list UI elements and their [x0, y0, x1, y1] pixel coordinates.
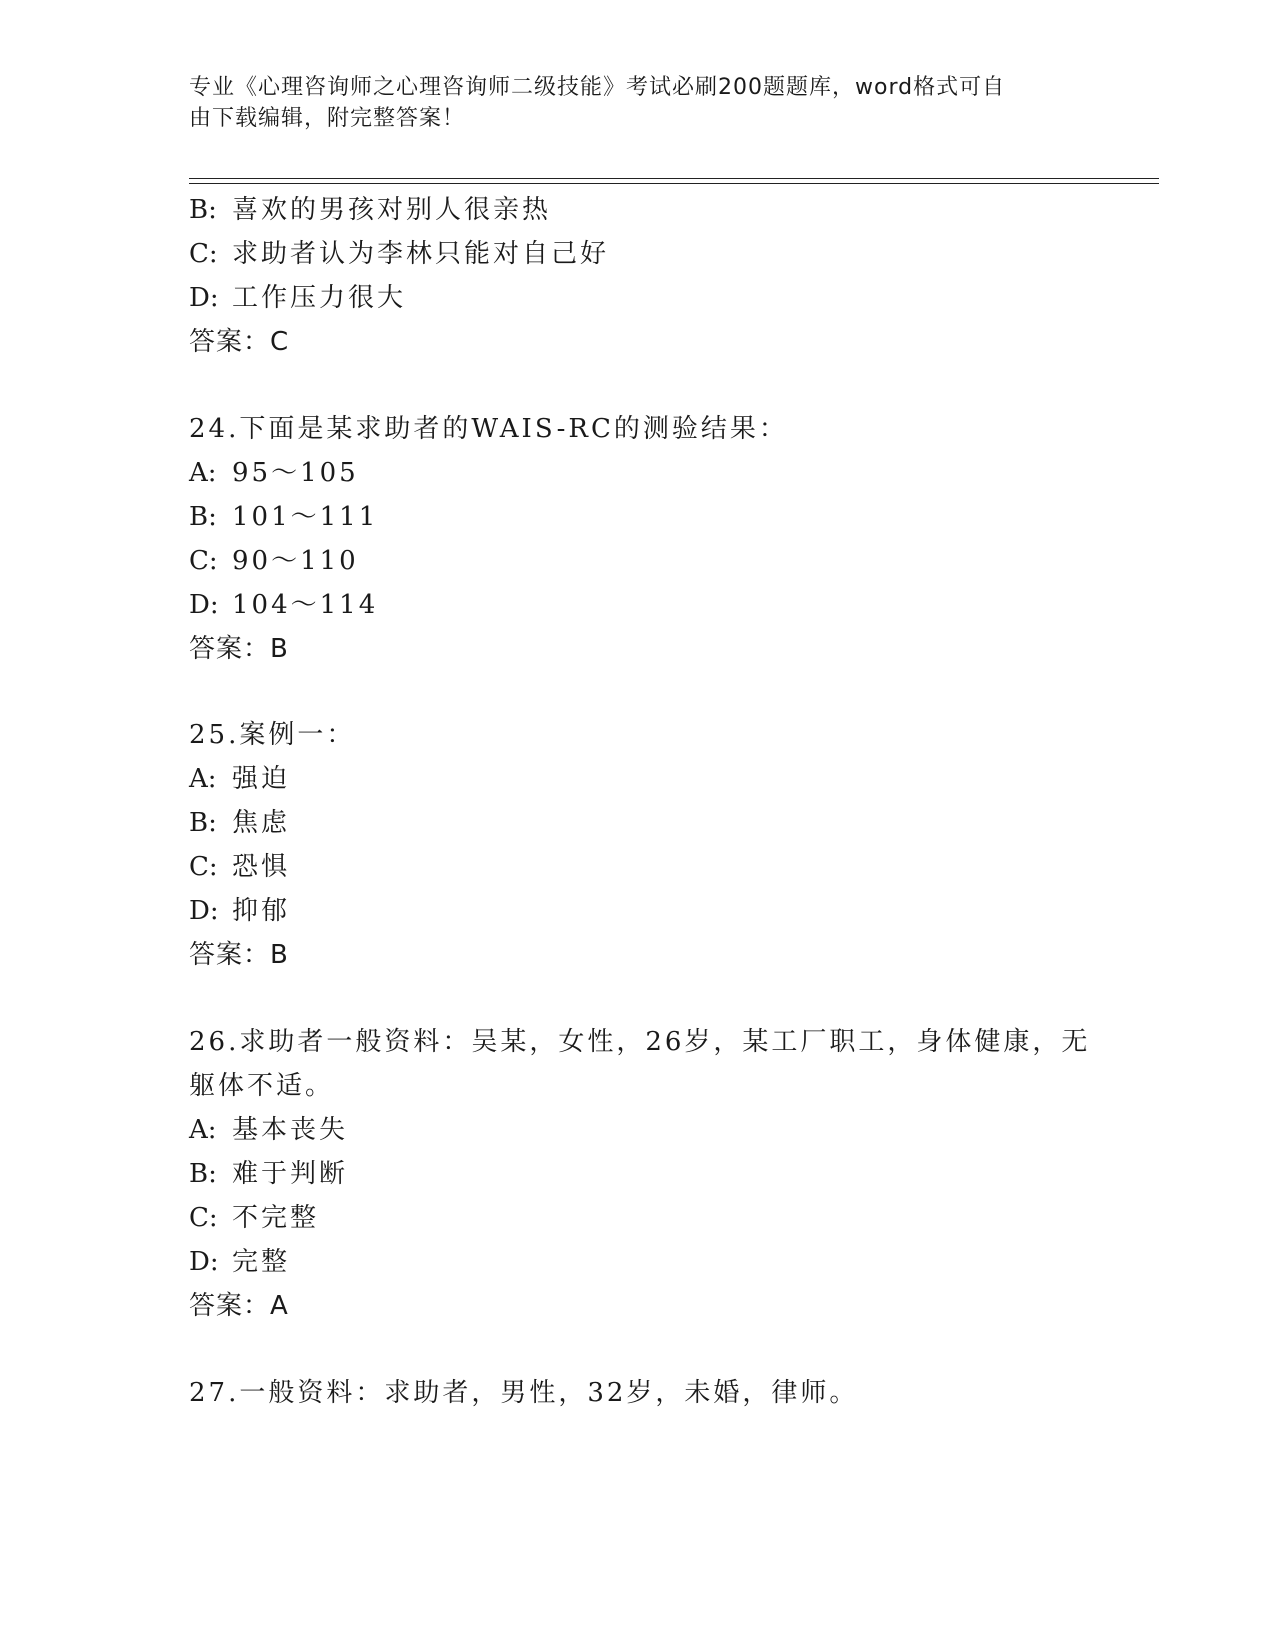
option-text: 101～111 — [232, 502, 379, 532]
q23-option-b — [189, 193, 1089, 227]
q24-option-d — [189, 588, 1089, 622]
option-label: B: — [189, 195, 217, 225]
q24-option-b — [189, 500, 1089, 534]
q25-option-a — [189, 762, 1089, 796]
q25-option-c — [189, 850, 1089, 884]
option-text: 难于判断 — [232, 1159, 349, 1189]
q23-option-d — [189, 281, 1089, 315]
option-label: A: — [189, 764, 217, 794]
option-text: 强迫 — [232, 764, 291, 794]
q24-question: 24.下面是某求助者的WAIS-RC的测验结果： — [189, 414, 788, 444]
q26-option-b — [189, 1157, 1089, 1191]
q27-question: 27.一般资料：求助者，男性，32岁，未婚，律师。 — [189, 1378, 859, 1408]
option-label: A: — [189, 1115, 217, 1145]
option-text: 基本丧失 — [232, 1115, 349, 1145]
option-label: B: — [189, 502, 217, 532]
q25-option-d — [189, 894, 1089, 928]
option-label: C: — [189, 546, 218, 576]
option-text: 焦虑 — [232, 808, 291, 838]
option-text: 完整 — [232, 1247, 291, 1277]
q24-answer: 答案：B — [189, 634, 289, 664]
option-label: D: — [189, 896, 219, 926]
q24-option-c — [189, 544, 1089, 578]
option-label: D: — [189, 590, 219, 620]
header-line-1: 专业《心理咨询师之心理咨询师二级技能》考试必刷200题题库，word格式可自 — [189, 75, 1006, 100]
q24-option-a — [189, 456, 1089, 490]
q25-option-b — [189, 806, 1089, 840]
option-text: 不完整 — [232, 1203, 320, 1233]
option-label: A: — [189, 458, 217, 488]
option-label: C: — [189, 1203, 218, 1233]
option-label: B: — [189, 1159, 217, 1189]
header-line-2: 由下载编辑，附完整答案！ — [189, 106, 466, 131]
q26-option-a — [189, 1113, 1089, 1147]
q23-option-c — [189, 237, 1089, 271]
option-text: 工作压力很大 — [232, 283, 407, 313]
q26-option-c — [189, 1201, 1089, 1235]
q26-question-line-1: 26.求助者一般资料：吴某，女性，26岁，某工厂职工，身体健康，无 — [189, 1027, 1091, 1057]
option-label: D: — [189, 1247, 219, 1277]
q26-option-d — [189, 1245, 1089, 1279]
q25-answer: 答案：B — [189, 940, 289, 970]
option-text: 90～110 — [232, 546, 359, 576]
option-text: 求助者认为李林只能对自己好 — [232, 239, 610, 269]
option-text: 抑郁 — [232, 896, 291, 926]
q26-question-line-2: 躯体不适。 — [189, 1071, 335, 1101]
option-label: B: — [189, 808, 217, 838]
q23-answer: 答案：C — [189, 327, 290, 357]
option-text: 恐惧 — [232, 852, 291, 882]
option-text: 喜欢的男孩对别人很亲热 — [232, 195, 552, 225]
q26-answer: 答案：A — [189, 1291, 289, 1321]
option-label: D: — [189, 283, 219, 313]
option-label: C: — [189, 852, 218, 882]
header-divider-top — [189, 178, 1159, 179]
option-text: 104～114 — [232, 590, 379, 620]
option-text: 95～105 — [232, 458, 359, 488]
option-label: C: — [189, 239, 218, 269]
q25-question: 25.案例一： — [189, 720, 356, 750]
header-divider-bottom — [189, 183, 1159, 184]
document-header — [189, 72, 1079, 134]
